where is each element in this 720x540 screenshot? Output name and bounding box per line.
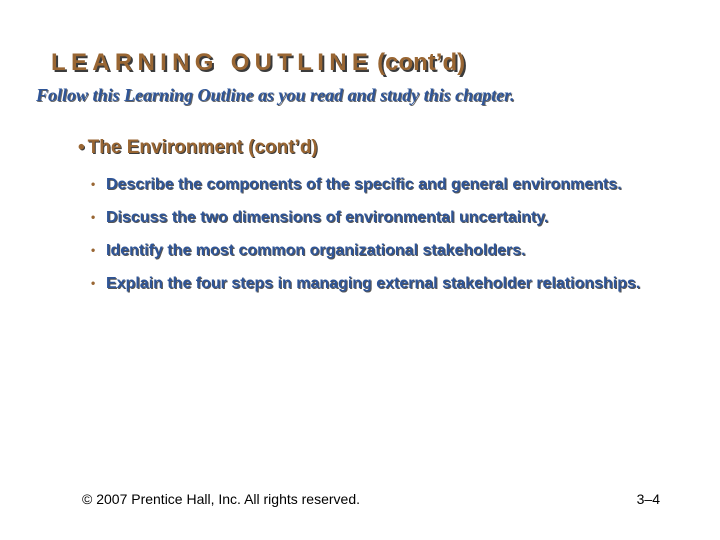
outline-item-text: Describe the components of the specific and general environments. (106, 176, 622, 193)
outline-item-text: Explain the four steps in managing external stakeholder relationships. (106, 275, 641, 292)
slide-title (51, 48, 465, 78)
outline-list (91, 174, 666, 306)
outline-item-text: Discuss the two dimensions of environmental uncertainty. (106, 209, 549, 226)
section-heading (78, 136, 318, 160)
outline-item (91, 207, 666, 228)
copyright-notice: © 2007 Prentice Hall, Inc. All rights reserved. (82, 491, 360, 507)
bullet-icon: • (91, 276, 96, 290)
bullet-icon: • (91, 243, 96, 257)
outline-item (91, 240, 666, 261)
bullet-icon: • (91, 210, 96, 224)
slide-subtitle: Follow this Learning Outline as you read and study this chapter. (36, 85, 515, 105)
outline-item-text: Identify the most common organizational stakeholders. (106, 242, 526, 259)
slide-title-suffix: (cont’d) (377, 49, 466, 76)
section-bullet-icon: • (78, 137, 85, 158)
slide-title-main: LEARNING OUTLINE (51, 49, 374, 76)
section-heading-text: The Environment (cont’d) (87, 137, 318, 158)
page-number: 3–4 (636, 491, 660, 507)
bullet-icon: • (91, 177, 96, 191)
outline-item (91, 273, 666, 294)
outline-item (91, 174, 666, 195)
